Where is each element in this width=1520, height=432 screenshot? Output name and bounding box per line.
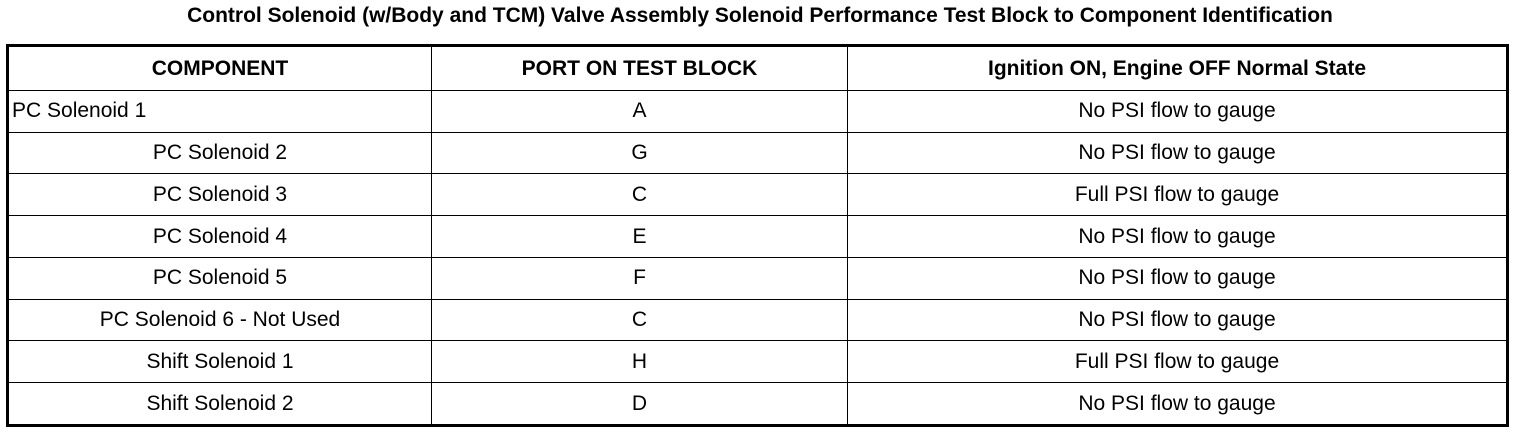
component-cell: PC Solenoid 4 — [8, 216, 432, 258]
state-cell: Full PSI flow to gauge — [848, 341, 1508, 383]
table-row — [8, 132, 1508, 174]
component-cell: PC Solenoid 3 — [8, 174, 432, 216]
port-cell: E — [432, 216, 848, 258]
table-row — [8, 383, 1508, 426]
component-cell: Shift Solenoid 1 — [8, 341, 432, 383]
table-title: Control Solenoid (w/Body and TCM) Valve Assembly Solenoid Performance Test Block to Component Identification — [187, 4, 1333, 27]
port-cell: C — [432, 299, 848, 341]
header-normal-state: Ignition ON, Engine OFF Normal State — [848, 46, 1508, 91]
state-cell: No PSI flow to gauge — [848, 216, 1508, 258]
component-cell: PC Solenoid 5 — [8, 257, 432, 299]
port-cell: D — [432, 383, 848, 426]
component-cell: Shift Solenoid 2 — [8, 383, 432, 426]
state-cell: No PSI flow to gauge — [848, 91, 1508, 133]
header-row — [8, 46, 1508, 91]
state-cell: No PSI flow to gauge — [848, 132, 1508, 174]
state-cell: Full PSI flow to gauge — [848, 174, 1508, 216]
state-cell: No PSI flow to gauge — [848, 383, 1508, 426]
state-cell: No PSI flow to gauge — [848, 257, 1508, 299]
port-cell: F — [432, 257, 848, 299]
table-row — [8, 174, 1508, 216]
table-row — [8, 257, 1508, 299]
port-cell: G — [432, 132, 848, 174]
component-cell: PC Solenoid 6 - Not Used — [8, 299, 432, 341]
header-port: PORT ON TEST BLOCK — [432, 46, 848, 91]
table-row — [8, 216, 1508, 258]
header-component: COMPONENT — [8, 46, 432, 91]
component-cell: PC Solenoid 2 — [8, 132, 432, 174]
solenoid-table — [6, 44, 1509, 427]
component-cell: PC Solenoid 1 — [8, 91, 432, 133]
port-cell: H — [432, 341, 848, 383]
state-cell: No PSI flow to gauge — [848, 299, 1508, 341]
table-row — [8, 341, 1508, 383]
port-cell: C — [432, 174, 848, 216]
table-row — [8, 299, 1508, 341]
table-row — [8, 91, 1508, 133]
port-cell: A — [432, 91, 848, 133]
